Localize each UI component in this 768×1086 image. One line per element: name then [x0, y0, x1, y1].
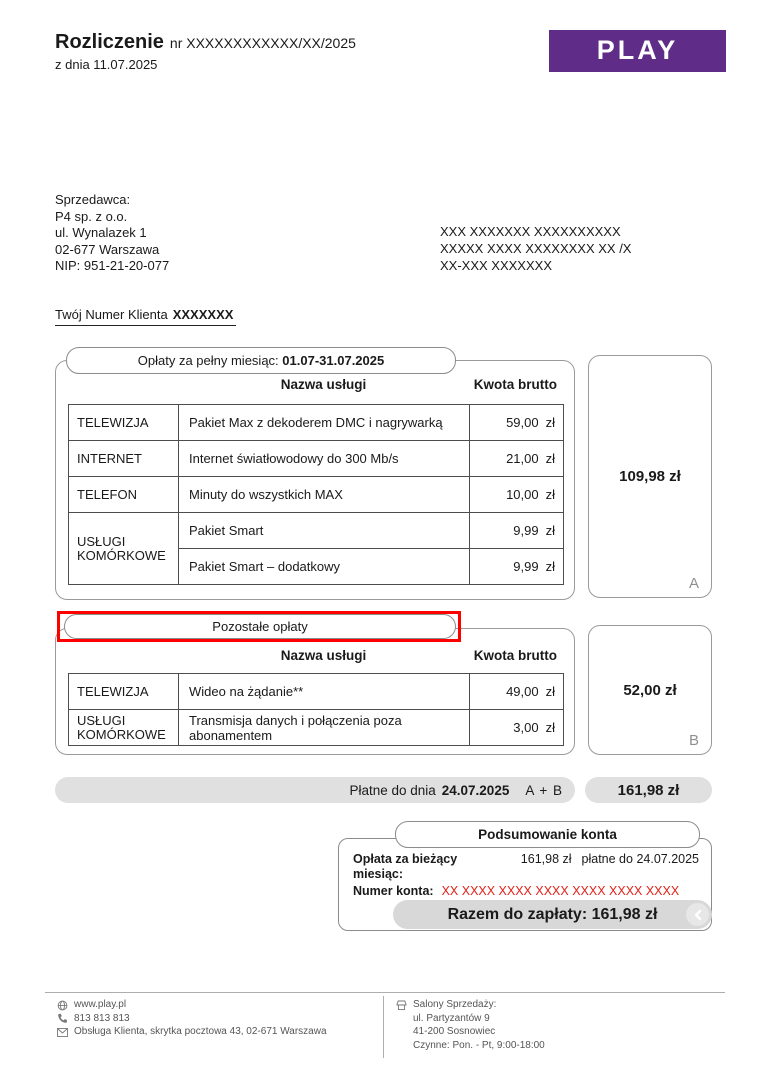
billing-period: 01.07-31.07.2025 [282, 353, 385, 368]
service-name: Internet światłowodowy do 300 Mb/s [179, 441, 470, 477]
footer-contact-column [57, 999, 327, 1040]
other-charges-pill[interactable] [64, 614, 456, 639]
account-number-value: XX XXXX XXXX XXXX XXXX XXXX XXXX [441, 884, 680, 898]
payment-due-label: Płatne do dnia [349, 782, 436, 798]
footer-website-row [57, 999, 327, 1012]
footer-website: www.play.pl [74, 999, 127, 1010]
total-box-a [588, 355, 712, 598]
table-a-service-header: Nazwa usługi [280, 377, 367, 392]
chevron-left-icon [693, 909, 703, 921]
service-category: USŁUGI KOMÓRKOWE [69, 710, 179, 746]
envelope-icon [57, 1028, 68, 1037]
document-number: nr XXXXXXXXXXXX/XX/2025 [169, 35, 356, 51]
table-b-amount-header: Kwota brutto [473, 648, 557, 663]
current-month-row [353, 852, 701, 882]
seller-street: ul. Wynalazek 1 [55, 225, 147, 240]
table-row [69, 477, 564, 513]
payment-due-date: 24.07.2025 [441, 782, 510, 798]
other-charges-panel [55, 628, 575, 755]
customer-number-label: Twój Numer Klienta [55, 307, 168, 322]
current-month-amount: 161,98 zł [520, 852, 572, 866]
service-name: Wideo na żądanie** [179, 674, 470, 710]
box-letter-a: A [688, 575, 699, 592]
footer-mail-row [57, 1026, 327, 1039]
title-line [55, 31, 356, 54]
globe-icon [57, 1000, 68, 1011]
service-amount: 59,00 zł [470, 405, 564, 441]
table-row [69, 405, 564, 441]
table-a-header [68, 377, 563, 392]
table-a-header-spacer [68, 377, 178, 392]
seller-label: Sprzedawca: [55, 192, 131, 207]
service-name: Minuty do wszystkich MAX [179, 477, 470, 513]
recipient-city: XX-XXX XXXXXXX [440, 258, 552, 273]
table-b-header-spacer [68, 648, 178, 663]
current-month-due: płatne do 24.07.2025 [581, 852, 699, 866]
service-amount: 10,00 zł [470, 477, 564, 513]
store-icon [396, 1000, 407, 1011]
store-hours: Czynne: Pon. - Pt, 9:00-18:00 [413, 1039, 545, 1051]
payment-total-amount: 161,98 zł [617, 781, 680, 799]
recipient-name: XXX XXXXXXX XXXXXXXXXX [440, 224, 621, 239]
footer-vertical-divider [383, 996, 384, 1058]
seller-name: P4 sp. z o.o. [55, 208, 128, 224]
full-month-charges-panel [55, 360, 575, 600]
service-category: TELEWIZJA [69, 674, 179, 710]
seller-block [55, 192, 169, 275]
table-row [69, 710, 564, 746]
play-logo-text: PLAY [596, 34, 679, 65]
recipient-street: XXXXX XXXX XXXXXXXX XX /X [440, 241, 632, 256]
service-category: TELEWIZJA [69, 405, 179, 441]
service-category: TELEFON [69, 477, 179, 513]
footer-stores-row [396, 999, 545, 1012]
document-title: Rozliczenie [55, 31, 164, 53]
footer-phone: 813 813 813 [74, 1012, 130, 1024]
customer-number-line [55, 307, 236, 326]
service-amount: 21,00 zł [470, 441, 564, 477]
customer-number-value: XXXXXXX [172, 307, 234, 322]
table-b-service-header: Nazwa usługi [280, 648, 367, 663]
service-category: INTERNET [69, 441, 179, 477]
box-letter-b: B [688, 732, 699, 749]
footer-stores-label: Salony Sprzedaży: [413, 999, 497, 1010]
footer-divider [45, 992, 725, 993]
phone-icon [57, 1013, 68, 1024]
footer-phone-row [57, 1013, 327, 1026]
store-street: ul. Partyzantów 9 [413, 1012, 490, 1024]
account-summary-title: Podsumowanie konta [478, 827, 617, 842]
table-row [69, 674, 564, 710]
current-month-values [493, 852, 701, 882]
total-box-b [588, 625, 712, 755]
service-name: Transmisja danych i połączenia poza abonamentem [179, 710, 470, 746]
service-category: USŁUGI KOMÓRKOWE [69, 513, 179, 585]
account-summary-pill [395, 821, 700, 848]
total-a-amount: 109,98 zł [619, 468, 681, 485]
other-charges-label: Pozostałe opłaty [212, 619, 308, 634]
other-charges-table [68, 673, 564, 746]
seller-nip: NIP: 951-21-20-077 [55, 258, 170, 273]
service-amount: 9,99 zł [470, 513, 564, 549]
chevron-button[interactable] [686, 903, 709, 926]
recipient-block [440, 223, 631, 274]
table-row [69, 513, 564, 549]
full-month-charges-table [68, 404, 564, 585]
table-row [69, 441, 564, 477]
document-header [55, 31, 356, 72]
account-number-label: Numer konta: [353, 884, 434, 898]
service-amount: 49,00 zł [470, 674, 564, 710]
service-amount: 9,99 zł [470, 549, 564, 585]
service-name: Pakiet Max z dekoderem DMC i nagrywarką [179, 405, 470, 441]
payment-formula: A + B [525, 782, 563, 798]
full-month-charges-label: Opłaty za pełny miesiąc: [137, 353, 279, 368]
footer-stores-column [396, 999, 545, 1053]
payment-due-bar [55, 777, 575, 803]
grand-total-pill [393, 900, 712, 929]
grand-total-label: Razem do zapłaty: 161,98 zł [447, 905, 658, 923]
full-month-charges-pill [66, 347, 456, 374]
footer-mail-address: Obsługa Klienta, skrytka pocztowa 43, 02-671 Warszawa [74, 1026, 327, 1037]
table-b-header [68, 648, 563, 663]
store-city: 41-200 Sosnowiec [413, 1026, 496, 1037]
seller-city: 02-677 Warszawa [55, 241, 160, 257]
service-name: Pakiet Smart [179, 513, 470, 549]
total-b-amount: 52,00 zł [623, 681, 677, 699]
payment-total-box [585, 777, 712, 803]
document-date: z dnia 11.07.2025 [55, 57, 158, 72]
current-month-label: Opłata za bieżący miesiąc: [353, 852, 458, 881]
service-amount: 3,00 zł [470, 710, 564, 746]
table-a-amount-header: Kwota brutto [473, 377, 557, 392]
account-number-row [353, 884, 679, 898]
service-name: Pakiet Smart – dodatkowy [179, 549, 470, 585]
play-logo [549, 30, 726, 72]
